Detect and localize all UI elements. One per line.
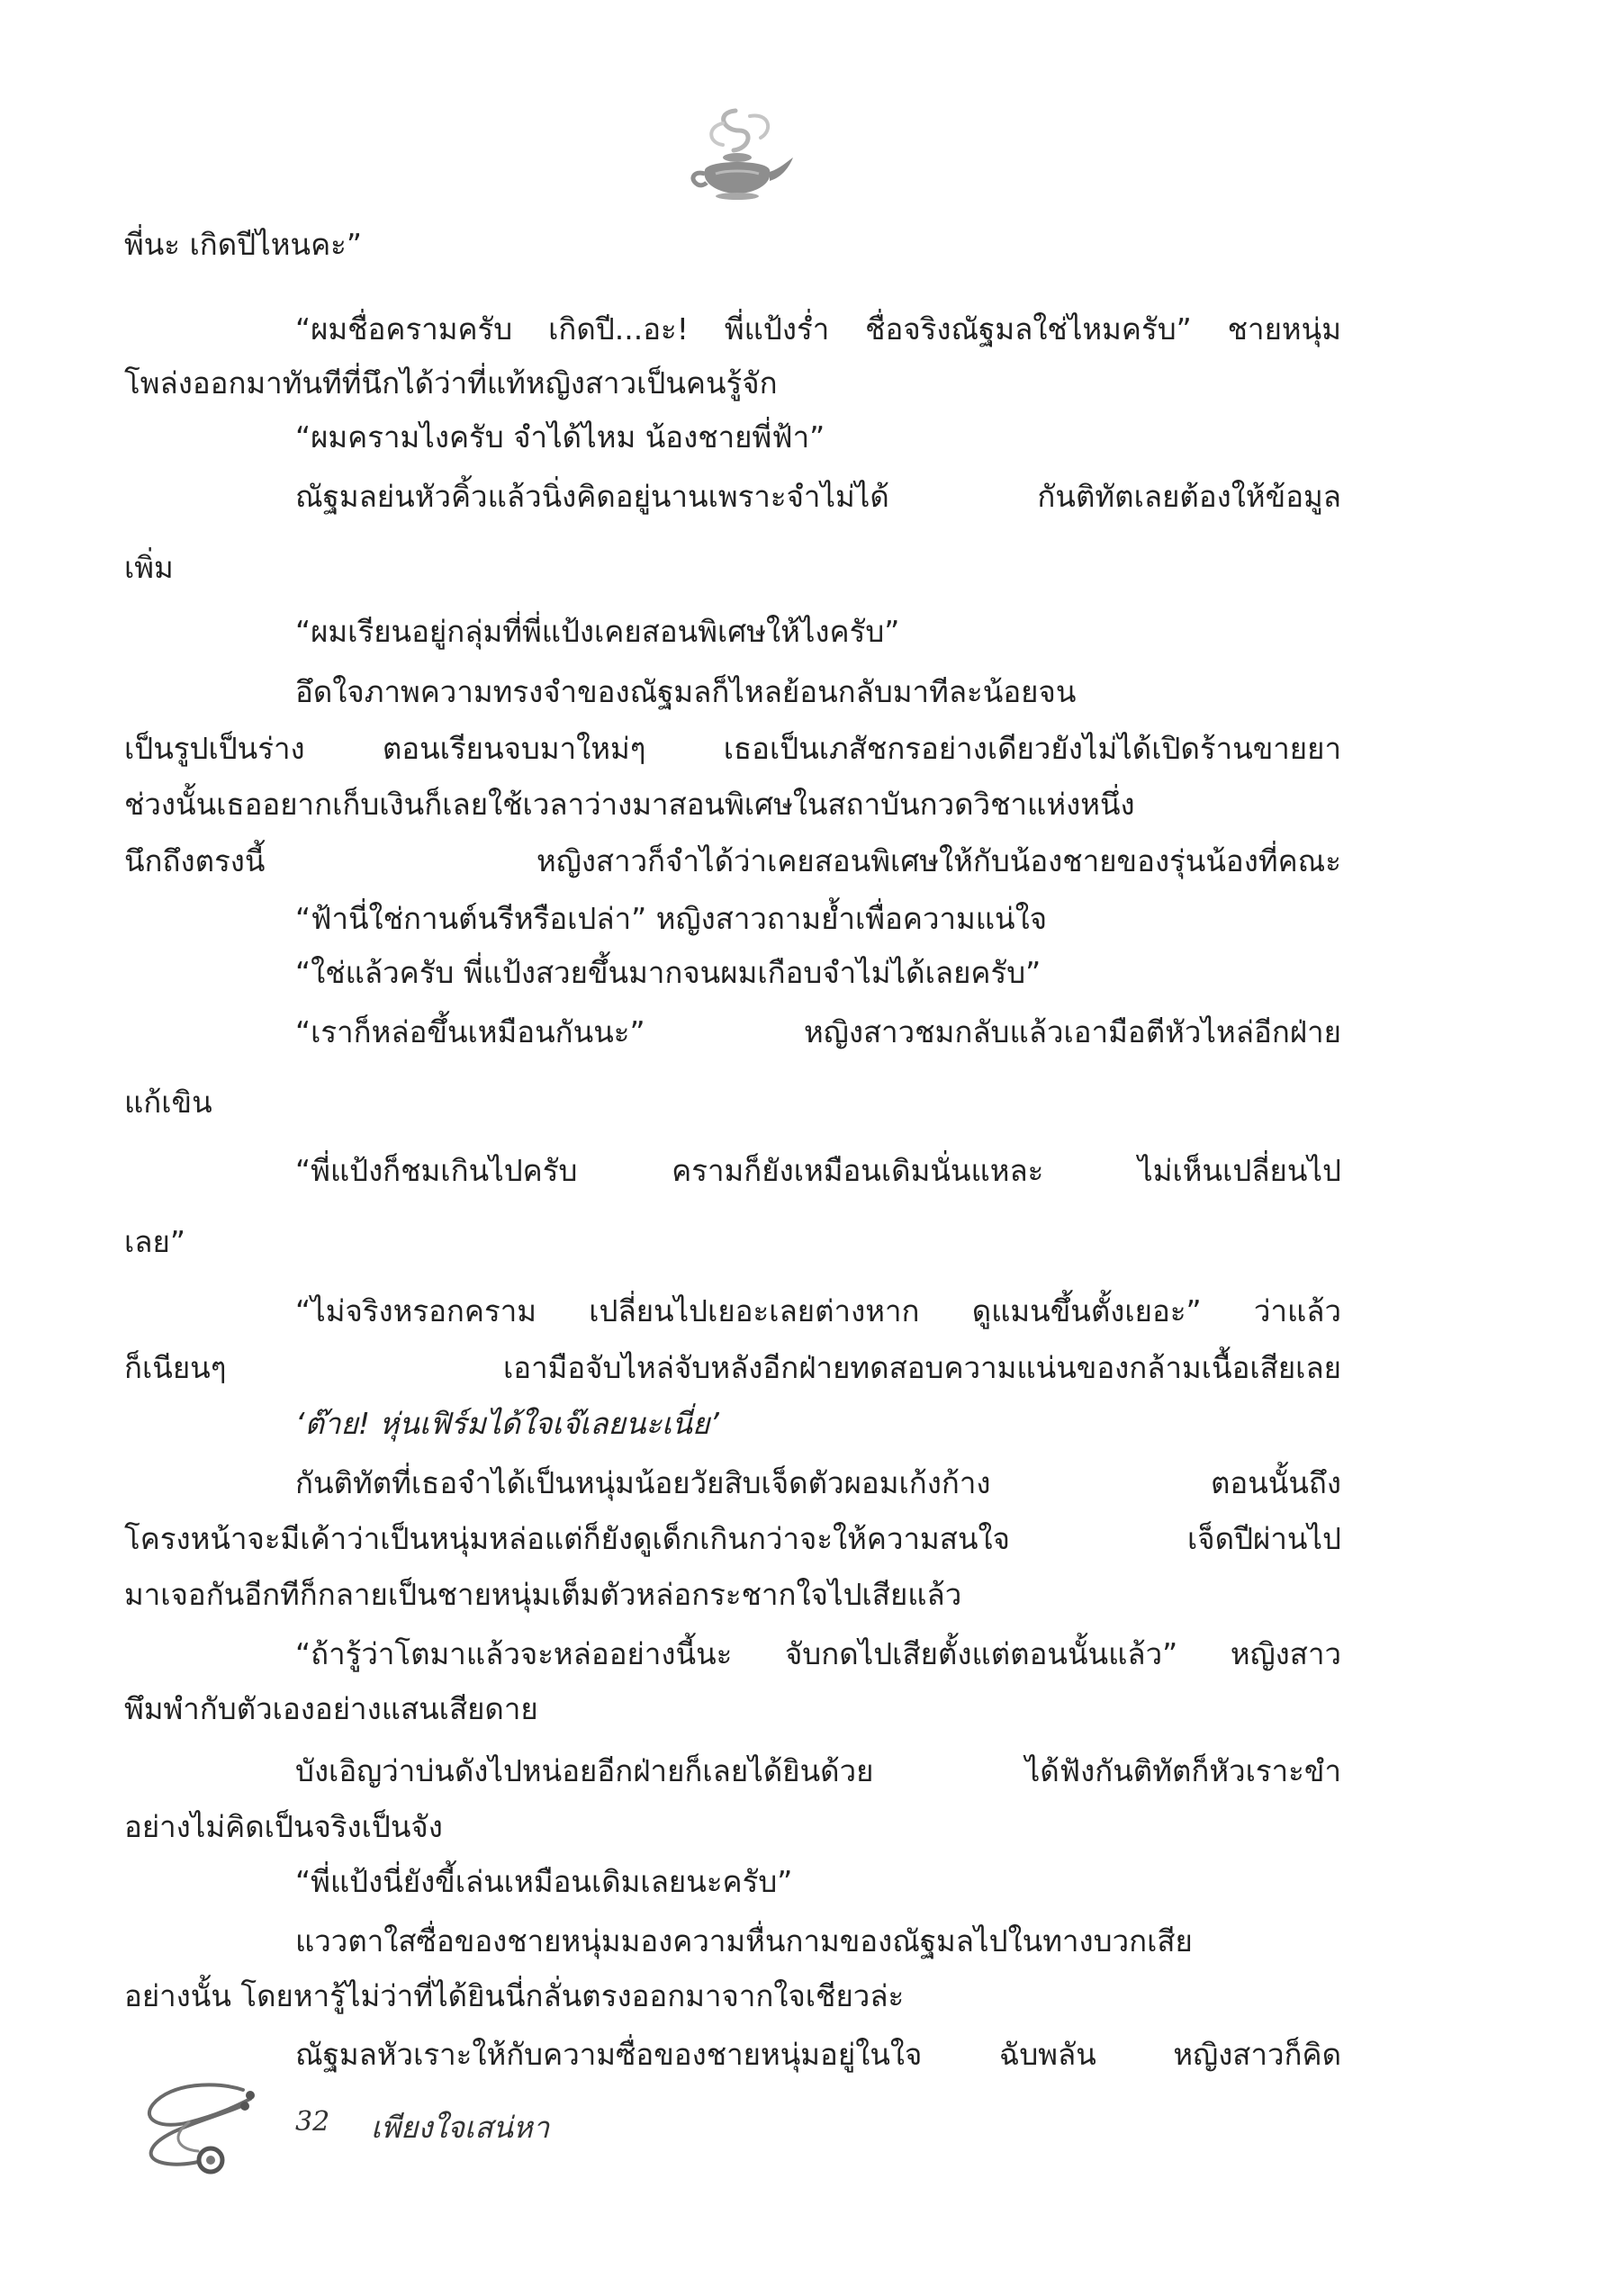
paragraph-line: โพล่งออกมาทันทีที่นึกได้ว่าที่แท้หญิงสาวเป็นคนรู้จัก <box>124 365 778 401</box>
paragraph-line: อึดใจภาพความทรงจำของณัฐมลก็ไหลย้อนกลับมาทีละน้อยจน <box>295 674 1077 709</box>
paragraph-line: แก้เขิน <box>124 1085 212 1120</box>
paragraph-line: “ไม่จริงหรอกคราม เปลี่ยนไปเยอะเลยต่างหาก ดูแมนขึ้นตั้งเยอะ” ว่าแล้ว <box>295 1293 1341 1328</box>
stethoscope-icon <box>135 2079 288 2178</box>
paragraph-line: ณัฐมลหัวเราะให้กับความซื่อของชายหนุ่มอยู่ในใจ ฉับพลัน หญิงสาวก็คิด <box>295 2037 1341 2072</box>
paragraph-line: อย่างไม่คิดเป็นจริงเป็นจัง <box>124 1809 443 1844</box>
paragraph-line: พี่นะ เกิดปีไหนคะ” <box>124 227 362 262</box>
paragraph-line: เลย” <box>124 1224 185 1259</box>
paragraph-line: “ฟ้านี่ใช่กานต์นรีหรือเปล่า” หญิงสาวถามย้ำเพื่อความแน่ใจ <box>295 901 1048 936</box>
page-number: 32 <box>295 2106 330 2138</box>
paragraph-line: “ผมชื่อครามครับ เกิดปี...อะ! พี่แป้งร่ำ ชื่อจริงณัฐมลใช่ไหมครับ” ชายหนุ่ม <box>295 311 1341 347</box>
magic-lamp-icon <box>680 104 797 203</box>
paragraph-line: ช่วงนั้นเธออยากเก็บเงินก็เลยใช้เวลาว่างมาสอนพิเศษในสถาบันกวดวิชาแห่งหนึ่ง <box>124 787 1135 822</box>
paragraph-line: พึมพำกับตัวเองอย่างแสนเสียดาย <box>124 1691 538 1726</box>
paragraph-line: “พี่แป้งนี่ยังขี้เล่นเหมือนเดิมเลยนะครับ” <box>295 1864 793 1899</box>
paragraph-line: “ใช่แล้วครับ พี่แป้งสวยขึ้นมากจนผมเกือบจำไม่ได้เลยครับ” <box>295 955 1041 990</box>
paragraph-line: แววตาใสซื่อของชายหนุ่มมองความหื่นกามของณัฐมลไปในทางบวกเสีย <box>295 1923 1193 1958</box>
book-title: เพียงใจเสน่หา <box>371 2110 550 2145</box>
paragraph-line: นึกถึงตรงนี้ หญิงสาวก็จำได้ว่าเคยสอนพิเศษให้กับน้องชายของรุ่นน้องที่คณะ <box>124 843 1341 878</box>
paragraph-line: “เราก็หล่อขึ้นเหมือนกันนะ” หญิงสาวชมกลับแล้วเอามือตีหัวไหล่อีกฝ่าย <box>295 1014 1341 1049</box>
paragraph-line: บังเอิญว่าบ่นดังไปหน่อยอีกฝ่ายก็เลยได้ยินด้วย ได้ฟังกันติทัตก็หัวเราะขำ <box>295 1753 1341 1788</box>
paragraph-line: ณัฐมลย่นหัวคิ้วแล้วนิ่งคิดอยู่นานเพราะจำไม่ได้ กันติทัตเลยต้องให้ข้อมูล <box>295 479 1341 514</box>
inner-thought-line: ‘ต๊าย! หุ่นเฟิร์มได้ใจเจ๊เลยนะเนี่ย’ <box>295 1406 719 1441</box>
page-footer <box>135 2079 675 2178</box>
paragraph-line: “ผมเรียนอยู่กลุ่มที่พี่แป้งเคยสอนพิเศษให้ไงครับ” <box>295 614 900 649</box>
paragraph-line: เป็นรูปเป็นร่าง ตอนเรียนจบมาใหม่ๆ เธอเป็นเภสัชกรอย่างเดียวยังไม่ได้เปิดร้านขายยา <box>124 731 1341 766</box>
paragraph-line: กันติทัตที่เธอจำได้เป็นหนุ่มน้อยวัยสิบเจ็ดตัวผอมเก้งก้าง ตอนนั้นถึง <box>295 1465 1341 1500</box>
paragraph-line: โครงหน้าจะมีเค้าว่าเป็นหนุ่มหล่อแต่ก็ยังดูเด็กเกินกว่าจะให้ความสนใจ เจ็ดปีผ่านไป <box>124 1521 1341 1556</box>
paragraph-line: มาเจอกันอีกทีก็กลายเป็นชายหนุ่มเต็มตัวหล่อกระชากใจไปเสียแล้ว <box>124 1577 962 1612</box>
paragraph-line: “ถ้ารู้ว่าโตมาแล้วจะหล่ออย่างนี้นะ จับกดไปเสียตั้งแต่ตอนนั้นแล้ว” หญิงสาว <box>295 1636 1341 1671</box>
paragraph-line: เพิ่ม <box>124 550 174 585</box>
paragraph-line: “พี่แป้งก็ชมเกินไปครับ ครามก็ยังเหมือนเดิมนั่นแหละ ไม่เห็นเปลี่ยนไป <box>295 1153 1341 1188</box>
paragraph-line: ก็เนียนๆ เอามือจับไหล่จับหลังอีกฝ่ายทดสอบความแน่นของกล้ามเนื้อเสียเลย <box>124 1350 1341 1385</box>
paragraph-line: อย่างนั้น โดยหารู้ไม่ว่าที่ได้ยินนี่กลั่นตรงออกมาจากใจเชียวล่ะ <box>124 1978 905 2013</box>
paragraph-line: “ผมครามไงครับ จำได้ไหม น้องชายพี่ฟ้า” <box>295 419 825 455</box>
